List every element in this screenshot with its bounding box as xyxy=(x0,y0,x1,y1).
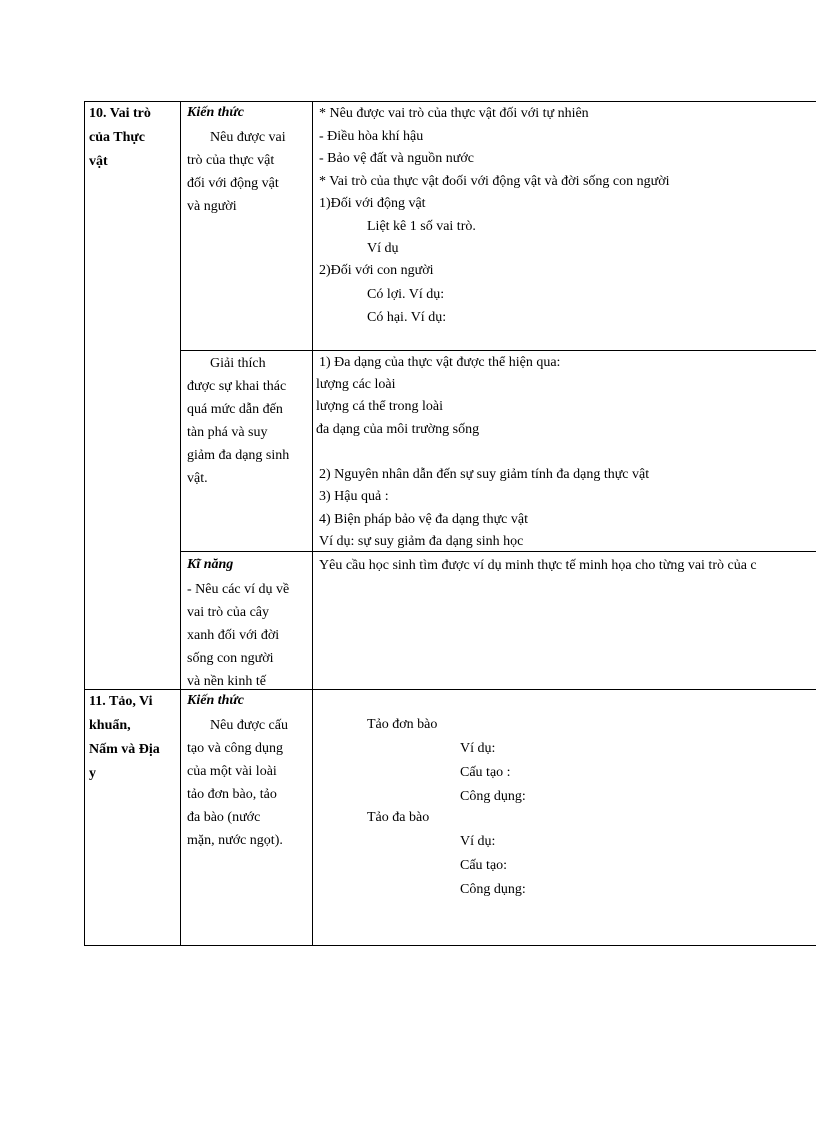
description-line: sống con người xyxy=(187,651,274,666)
section-title-line: vật xyxy=(89,154,108,169)
description-line: giảm đa dạng sinh xyxy=(187,448,290,463)
content-line: 2)Đối với con người xyxy=(319,263,434,278)
description-line: trò của thực vật xyxy=(187,153,275,168)
block-heading: Kiến thức xyxy=(187,105,245,120)
content-line: - Bảo vệ đất và nguồn nước xyxy=(319,151,474,166)
content-line: 4) Biện pháp bảo vệ đa dạng thực vật xyxy=(319,512,528,527)
description-line: vật. xyxy=(187,471,208,486)
content-line: * Vai trò của thực vật đoối với động vật và đời sống con người xyxy=(319,174,670,189)
content-line: Có lợi. Ví dụ: xyxy=(367,287,445,302)
content-line: Công dụng: xyxy=(460,882,526,897)
description-line: tàn phá và suy xyxy=(187,425,268,440)
content-line: Cấu tạo : xyxy=(460,765,511,780)
content-line: - Điều hòa khí hậu xyxy=(319,129,424,144)
description-line: của một vài loài xyxy=(187,764,277,779)
description-line: được sự khai thác xyxy=(187,379,287,394)
row-divider xyxy=(181,350,816,351)
content-line: Tảo đa bào xyxy=(367,810,430,825)
content-line: 3) Hậu quả : xyxy=(319,489,389,504)
description-line: tạo và công dụng xyxy=(187,741,284,756)
content-line: Yêu cầu học sinh tìm được ví dụ minh thực tế minh họa cho từng vai trò của c xyxy=(319,558,757,573)
section-title-line: Nấm và Địa xyxy=(89,742,160,757)
column-divider xyxy=(180,101,181,946)
row-divider xyxy=(181,551,816,552)
table-bottom-border xyxy=(84,945,816,946)
content-line: đa dạng của môi trường sống xyxy=(316,422,480,437)
section-title-line: 10. Vai trò xyxy=(89,106,151,121)
content-line: Tảo đơn bào xyxy=(367,717,438,732)
description-line: tảo đơn bào, tảo xyxy=(187,787,277,802)
description-line: Nêu được cấu xyxy=(210,718,288,733)
description-line: xanh đối với đời xyxy=(187,628,280,643)
content-line: * Nêu được vai trò của thực vật đối với tự nhiên xyxy=(319,106,589,121)
content-line: Ví dụ: xyxy=(460,741,496,756)
block-heading: Kĩ năng xyxy=(187,557,234,572)
content-line: Có hại. Ví dụ: xyxy=(367,310,447,325)
description-line: mặn, nước ngọt). xyxy=(187,833,283,848)
column-divider xyxy=(312,101,313,946)
description-line: vai trò của cây xyxy=(187,605,270,620)
content-line: lượng cá thể trong loài xyxy=(316,399,443,414)
description-line: Nêu được vai xyxy=(210,130,286,145)
content-line: Ví dụ xyxy=(367,241,399,256)
description-line: quá mức dẫn đến xyxy=(187,402,283,417)
table-top-border xyxy=(84,101,816,102)
table-left-border xyxy=(84,101,85,946)
description-line: và nền kinh tế xyxy=(187,674,266,689)
content-line: Cấu tạo: xyxy=(460,858,508,873)
content-line: Công dụng: xyxy=(460,789,526,804)
description-line: - Nêu các ví dụ về xyxy=(187,582,290,597)
section-title-line: khuẩn, xyxy=(89,718,131,733)
content-line: lượng các loài xyxy=(316,377,396,392)
description-line: và người xyxy=(187,199,237,214)
section-title-line: 11. Tảo, Vi xyxy=(89,694,153,709)
description-line: Giải thích xyxy=(210,356,266,371)
description-line: đa bào (nước xyxy=(187,810,261,825)
content-line: 1)Đối với động vật xyxy=(319,196,426,211)
section-title-line: của Thực xyxy=(89,130,145,145)
content-line: Ví dụ: xyxy=(460,834,496,849)
content-line: Ví dụ: sự suy giảm đa dạng sinh học xyxy=(319,534,524,549)
description-line: đối với động vật xyxy=(187,176,279,191)
content-line: Liệt kê 1 số vai trò. xyxy=(367,219,476,234)
block-heading: Kiến thức xyxy=(187,693,245,708)
content-line: 2) Nguyên nhân dẫn đến sự suy giảm tính đa dạng thực vật xyxy=(319,467,650,482)
section-title-line: y xyxy=(89,766,96,781)
content-line: 1) Đa dạng của thực vật được thể hiện qua: xyxy=(319,355,561,370)
